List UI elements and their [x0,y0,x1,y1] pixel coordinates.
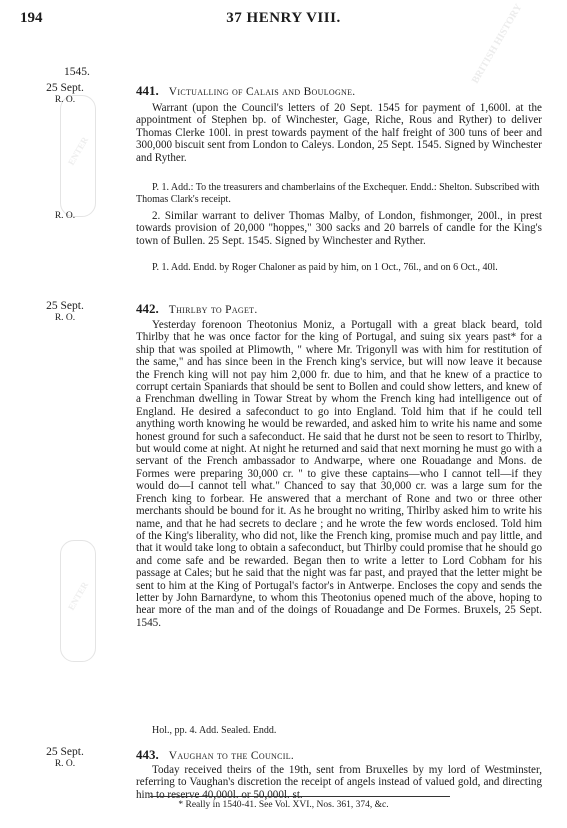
entry-442-body: Yesterday forenoon Theotonius Moniz, a Portugall with a great black beard, told Thirlby that he was once factor for the king of Portugal, and suing six years past* for a ship that was spoiled at Plimowth, " where Mr. Trigonyll was with him for restitution of the same," and has since been in the French king's service, but will now leave it because the French king will not pay him 2,000 fr. due to him, and that he knew of a practice to corrupt certain Spaniards that should be sent to Bollen and could show letters, and knew of a Frenchman dwelling in Towar Streat by whom the French king had intelligence out of England. He desired a safeconduct to go into England. Told him that if he could tell anything worth knowing he would be rewarded, and asked him to write his name and some honest ground for such a safeconduct. He said that he durst not be seen to resort to Thirlby, but would come at night. At night he returned and said that next morning he must go with a servant of the French ambassador to Andwarpe, where one Rouadange and Mons. de Formes were preparing 30,000 cr. " to give these captains—who I cannot tell—if they would do—I cannot tell what." Chanced to say that 30,000 cr. was a large sum for the French king to forbear. He answered that a merchant of Rone and two or three other merchants should be bound for it. As he brought no writing, Thirlby asked him to write his name, and that he had secrets to declare ; and he wrote the few words enclosed. Told him of the King's liberality, who did not, like the French king, promise much and pay little, and that it would take long to obtain a safeconduct, but Thirlby could promise that he should go and come safe and be rewarded. Began then to write a letter to Lord Cobham for his passage at Cales; but he said that the night was far past, and prayed that the letter might be sent to him at the King of Portugal's factor's in Antwerpe. Encloses the copy and sends the letter by John Barnardyne, to whom this Theotonius opened much of the above, hoping to hear more of the man and of the doings of Rouadange and De Formes. Bruxels, 25 Sept. 1545. [136,319,542,629]
entry-441-note: P. 1. Add.: To the treasurers and chamberlains of the Exchequer. Endd.: Shelton. Subscribed with Thomas Clark's receipt. [136,182,540,205]
entry-441-margin [20,82,110,106]
entry-date: 25 Sept. [46,82,84,94]
entry-441-body: Warrant (upon the Council's letters of 20 Sept. 1545 for payment of 1,600l. at the appointment of Stephen bp. of Winchester, Gage, Riche, Rous and Ryther) to deliver Thomas Clerke 100l. in prest towards payment of the half freight of 300 tuns of beer and 300,000 biscuit sent from London to Caleys. London, 25 Sept. 1545. Signed by Winchester and Ryther. [136,102,542,164]
running-title: 37 HENRY VIII. [226,10,341,26]
entry-441-2-margin [20,210,110,222]
entry-date: 25 Sept. [46,746,84,758]
entry-number: 441. [136,83,159,98]
entry-442-heading [136,301,258,317]
entry-441-2-body: 2. Similar warrant to deliver Thomas Malby, of London, fishmonger, 200l., in prest towards provision of 20,000 "hoppes," 300 sacks and 20 barrels of candle for the King's town of Bullen. 25 Sept. 1545. Signed by Winchester and Ryther. [136,210,542,247]
entry-number: 443. [136,747,159,762]
entry-source: R. O. [54,759,76,769]
page-number: 194 [20,10,43,26]
watermark-badge: ENTER [60,540,96,662]
entry-number: 442. [136,301,159,316]
entry-source: R. O. [54,211,76,221]
footnote: * Really in 1540-41. See Vol. XVI., Nos. 361, 374, &c. [178,800,389,810]
entry-date: 25 Sept. [46,300,84,312]
watermark-text: BRITISH HISTORY [470,2,525,86]
entry-443-margin [20,746,110,770]
entry-441-2-note: P. 1. Add. Endd. by Roger Chaloner as paid by him, on 1 Oct., 76l., and on 6 Oct., 40l. [152,262,498,273]
entry-443-body: Today received theirs of the 19th, sent from Bruxelles by my lord of Westminster, referring to Vaughan's discretion the receipt of angels instead of valued gold, and directing him to reserve 40,000l. or 50,000l. st. [136,764,542,801]
footnote-rule [150,796,450,797]
entry-442-note: Hol., pp. 4. Add. Sealed. Endd. [152,725,277,736]
entry-title: Vaughan to the Council. [168,750,295,762]
entry-title: Victualling of Calais and Boulogne. [168,86,356,98]
entry-title: Thirlby to Paget. [168,304,258,316]
entry-441-heading [136,83,355,99]
entry-442-margin [20,300,110,324]
watermark-badge: ENTER [60,95,96,217]
entry-443-heading [136,747,294,763]
entry-source: R. O. [54,95,76,105]
entry-source: R. O. [54,313,76,323]
year-label: 1545. [64,66,90,78]
